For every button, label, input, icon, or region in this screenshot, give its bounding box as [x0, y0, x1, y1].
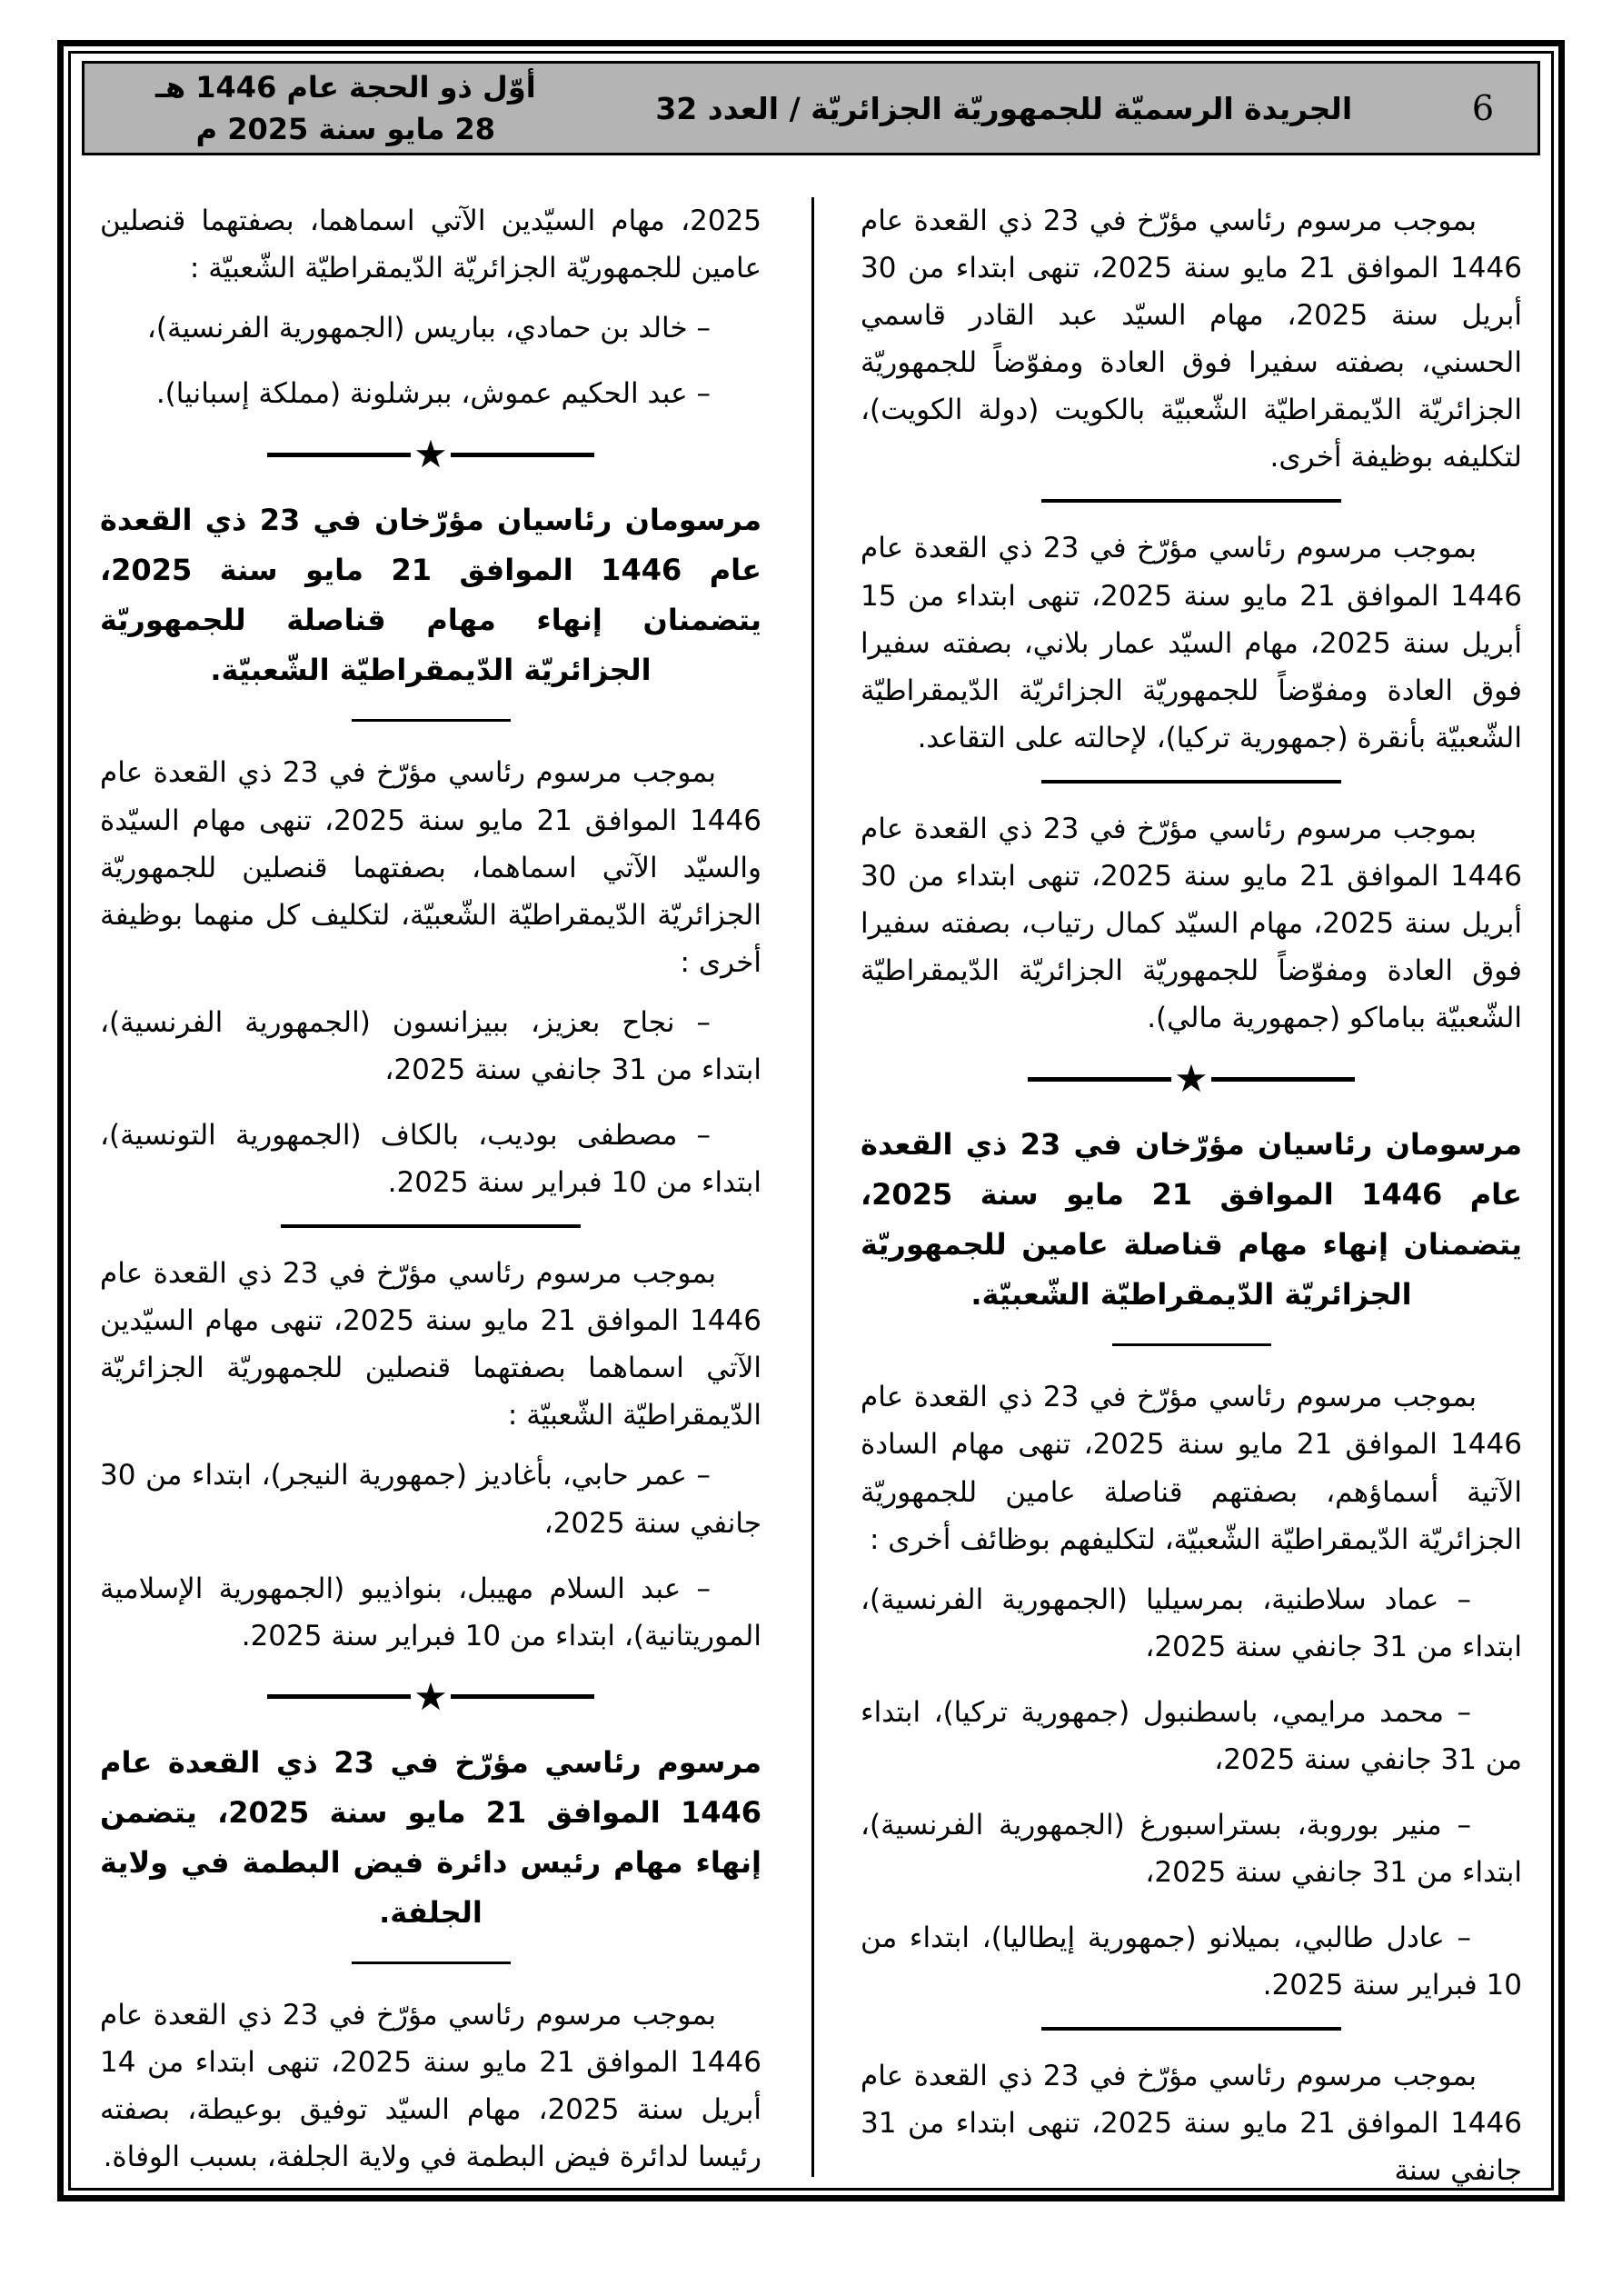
list-item: – عماد سلاطنية، بمرسيليا (الجمهورية الفرنسية)، ابتداء من 31 جانفي سنة 2025،	[861, 1582, 1522, 1663]
list-item: – مصطفى بوديب، بالكاف (الجمهورية التونسية)، ابتداء من 10 فبراير سنة 2025.	[100, 1118, 761, 1200]
separator-line-short	[1112, 1343, 1271, 1346]
column-divider	[811, 197, 814, 2177]
separator-line-short	[352, 1962, 511, 1964]
star-icon: ★	[413, 432, 448, 477]
separator-line	[1211, 1077, 1355, 1082]
separator-line	[451, 453, 594, 457]
list-item: – عبد الحكيم عموش، ببرشلونة (مملكة إسبانيا).	[155, 377, 711, 411]
decree-heading: مرسوم رئاسي مؤرّخ في 23 ذي القعدة عام 1446 الموافق 21 مايو سنة 2025، يتضمن إنهاء مهام رئيس دائرة فيض البطمة في ولاية الجلفة.	[100, 1744, 762, 1930]
decree-paragraph: بموجب مرسوم رئاسي مؤرّخ في 23 ذي القعدة عام 1446 الموافق 21 مايو سنة 2025، تنهى مهام السيّدة والسيّد الآتي اسماهما، بصفتهما قنصلين للجمهوريّة الجزائريّة الدّيمقراطيّة الشّعبيّة، لتكليف كل منهما بوظيفة أخرى :	[100, 756, 761, 979]
header-hijri-date: أوّل ذو الحجة عام 1446 هـ	[155, 69, 536, 105]
list-item: – خالد بن حمادي، بباريس (الجمهورية الفرنسية)،	[146, 312, 711, 345]
decree-paragraph: بموجب مرسوم رئاسي مؤرّخ في 23 ذي القعدة عام 1446 الموافق 21 مايو سنة 2025، تنهى ابتداء من 14 أبريل سنة 2025، مهام السيّد توفيق بوعيطة، بصفته رئيسا لدائرة فيض البطمة في ولاية الجلفة، بسبب الوفاة.	[100, 1998, 761, 2174]
separator-line	[1041, 780, 1341, 784]
decree-paragraph: بموجب مرسوم رئاسي مؤرّخ في 23 ذي القعدة عام 1446 الموافق 21 مايو سنة 2025، تنهى ابتداء من 30 أبريل سنة 2025، مهام السيّد كمال رتياب، بصفته سفيرا فوق العادة ومفوّضاً للجمهوريّة الجزائريّة الدّيمقراطيّة الشّعبيّة بباماكو (جمهورية مالي).	[861, 812, 1522, 1035]
separator-line	[1028, 1077, 1171, 1082]
decree-paragraph: بموجب مرسوم رئاسي مؤرّخ في 23 ذي القعدة عام 1446 الموافق 21 مايو سنة 2025، تنهى ابتداء من 30 أبريل سنة 2025، مهام السيّد عبد القادر قاسمي الحسني، بصفته سفيرا فوق العادة ومفوّضاً للجمهوريّة الجزائريّة الدّيمقراطيّة الشّعبيّة بالكويت (دولة الكويت)، لتكليفه بوظيفة أخرى.	[861, 205, 1523, 474]
header-dates	[85, 66, 536, 151]
column-right	[861, 197, 1522, 2208]
star-separator	[267, 1673, 594, 1719]
star-icon: ★	[1174, 1056, 1209, 1102]
decree-heading: مرسومان رئاسيان مؤرّخان في 23 ذي القعدة عام 1446 الموافق 21 مايو سنة 2025، يتضمنان إنهاء مهام قناصلة عامين للجمهوريّة الجزائريّة الدّيمقراطيّة الشّعبيّة.	[861, 1127, 1523, 1313]
separator-line-short	[352, 719, 511, 722]
separator-line	[267, 1694, 411, 1699]
gazette-title: الجريدة الرسميّة للجمهوريّة الجزائريّة / العدد 32	[655, 90, 1353, 126]
list-item: – نجاح بعزيز، ببيزانسون (الجمهورية الفرنسية)، ابتداء من 31 جانفي سنة 2025،	[100, 1005, 761, 1086]
decree-heading: مرسومان رئاسيان مؤرّخان في 23 ذي القعدة عام 1446 الموافق 21 مايو سنة 2025، يتضمنان إنهاء مهام قناصلة للجمهوريّة الجزائريّة الدّيمقراطيّة الشّعبيّة.	[100, 503, 762, 688]
separator-line	[1041, 499, 1341, 503]
column-left	[100, 197, 761, 2193]
separator-line	[451, 1694, 594, 1699]
list-item: – عمر حابي، بأغاديز (جمهورية النيجر)، ابتداء من 30 جانفي سنة 2025،	[100, 1459, 761, 1540]
separator-line	[1041, 2027, 1341, 2031]
list-item: – منير بوروبة، بستراسبورغ (الجمهورية الفرنسية)، ابتداء من 31 جانفي سنة 2025،	[861, 1809, 1522, 1890]
header-gregorian-date: 28 مايو سنة 2025 م	[195, 112, 496, 146]
separator-line	[281, 1224, 581, 1228]
page-frame-inner	[68, 51, 1554, 2191]
decree-paragraph: بموجب مرسوم رئاسي مؤرّخ في 23 ذي القعدة عام 1446 الموافق 21 مايو سنة 2025، تنهى ابتداء من 15 أبريل سنة 2025، مهام السيّد عمار بلاني، بصفته سفيرا فوق العادة ومفوّضاً للجمهوريّة الجزائريّة الدّيمقراطيّة الشّعبيّة بأنقرة (جمهورية تركيا)، لإحالته على التقاعد.	[861, 532, 1523, 754]
decree-paragraph: بموجب مرسوم رئاسي مؤرّخ في 23 ذي القعدة عام 1446 الموافق 21 مايو سنة 2025، تنهى ابتداء من 31 جانفي سنة	[861, 2060, 1522, 2188]
list-item: – محمد مرايمي، باسطنبول (جمهورية تركيا)، ابتداء من 31 جانفي سنة 2025،	[861, 1695, 1522, 1776]
page-number: 6	[1471, 88, 1494, 128]
decree-paragraph: 2025، مهام السيّدين الآتي اسماهما، بصفتهما قنصلين عامين للجمهوريّة الجزائريّة الدّيمقراطيّة الشّعبيّة :	[100, 205, 761, 285]
header-bar	[82, 61, 1540, 155]
list-item: – عبد السلام مهيبل، بنواذيبو (الجمهورية الإسلامية الموريتانية)، ابتداء من 10 فبراير سنة 2025.	[100, 1572, 761, 1652]
page-frame	[57, 40, 1565, 2201]
star-separator	[1028, 1056, 1355, 1102]
decree-paragraph: بموجب مرسوم رئاسي مؤرّخ في 23 ذي القعدة عام 1446 الموافق 21 مايو سنة 2025، تنهى مهام السادة الآتية أسماؤهم، بصفتهم قناصلة عامين للجمهوريّة الجزائريّة الدّيمقراطيّة الشّعبيّة، لتكليفهم بوظائف أخرى :	[861, 1381, 1522, 1556]
decree-paragraph: بموجب مرسوم رئاسي مؤرّخ في 23 ذي القعدة عام 1446 الموافق 21 مايو سنة 2025، تنهى مهام السيّدين الآتي اسماهما بصفتهما قنصلين للجمهوريّة الجزائريّة الدّيمقراطيّة الشّعبيّة :	[100, 1257, 761, 1433]
star-separator	[267, 432, 594, 477]
star-icon: ★	[413, 1673, 448, 1719]
separator-line	[267, 453, 411, 457]
list-item: – عادل طالبي، بميلانو (جمهورية إيطاليا)، ابتداء من 10 فبراير سنة 2025.	[861, 1922, 1522, 2002]
